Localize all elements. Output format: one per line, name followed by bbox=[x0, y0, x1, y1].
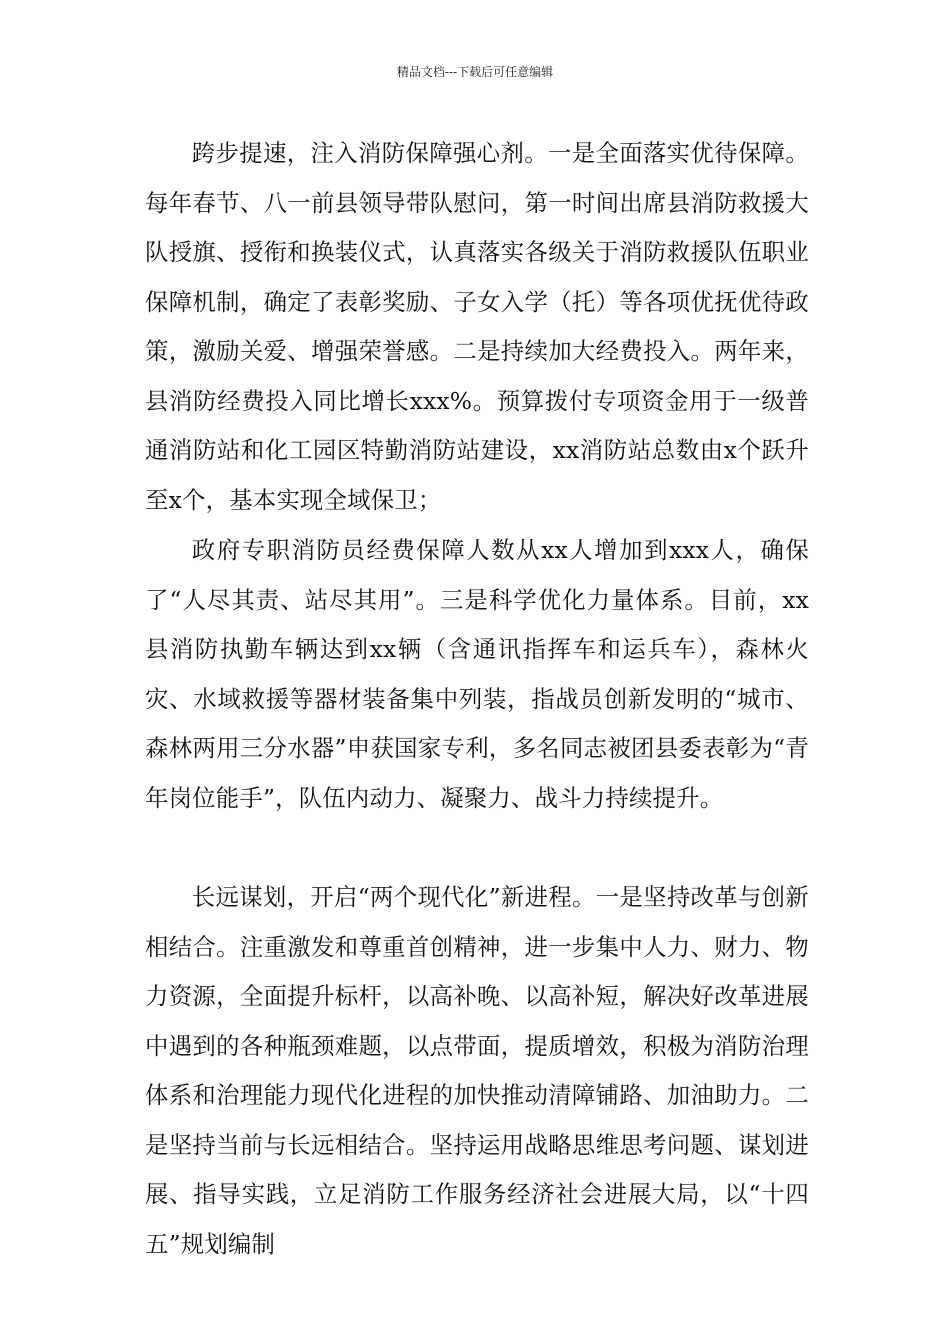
paragraph-1: 跨步提速，注入消防保障强心剂。一是全面落实优待保障。每年春节、八一前县领导带队慰问，第一时间出席县消防救援大队授旗、授衔和换装仪式，认真落实各级关于消防救援队伍职业保障机制，确定了表彰奖励、子女入学（托）等各项优抚优待政策，激励关爱、增强荣誉感。二是持续加大经费投入。两年来，县消防经费投入同比增长xxx%。预算拨付专项资金用于一级普通消防站和化工园区特勤消防站建设，xx消防站总数由x个跃升至x个，基本实现全域保卫； bbox=[145, 139, 809, 514]
paragraph-3: 长远谋划，开启“两个现代化”新进程。一是坚持改革与创新相结合。注重激发和尊重首创精神，进一步集中人力、财力、物力资源，全面提升标杆，以高补晚、以高补短，解决好改革进展中遇到的各种瓶颈难题，以点带面，提质增效，积极为消防治理体系和治理能力现代化进程的加快推动清障铺路、加油助力。二是坚持当前与长远相结合。坚持运用战略思维思考问题、谋划进展、指导实践，立足消防工作服务经济社会进展大局，以“十四五”规划编制 bbox=[145, 883, 809, 1258]
paragraph-2: 政府专职消防员经费保障人数从xx人增加到xxx人，确保了“人尽其责、站尽其用”。三是科学优化力量体系。目前，xx县消防执勤车辆达到xx辆（含通讯指挥车和运兵车），森林火灾、水域救援等器材装备集中列装，指战员创新发明的“城市、森林两用三分水器”申获国家专利，多名同志被团县委表彰为“青年岗位能手”，队伍内动力、凝聚力、战斗力持续提升。 bbox=[145, 536, 809, 812]
page-header: 精品文档---下载后可任意编辑 bbox=[396, 65, 554, 79]
